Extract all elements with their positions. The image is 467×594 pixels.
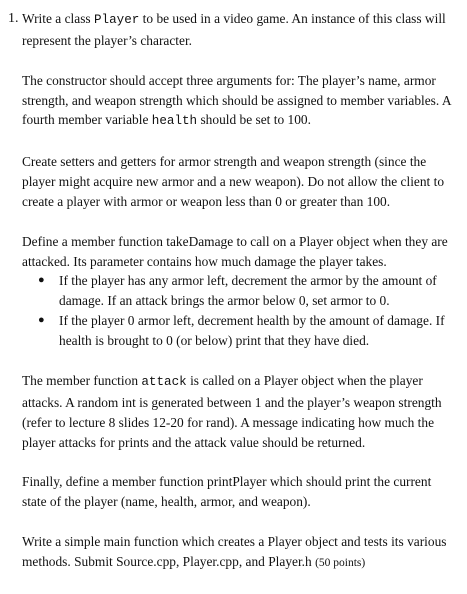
print-paragraph: Finally, define a member function printPlayer which should print the current state of the player (name, health, armor, and weapon). [22,474,432,510]
intro-paragraph [22,9,459,51]
bullet-text: If the player 0 armor left, decrement health by the amount of damage. If health is brought to 0 (or below) print that they have died. [59,313,445,349]
bullet-icon: ● [38,274,45,287]
attack-code: attack [141,374,187,389]
intro-text-2: to be used in a video game. An instance of this class will represent the player’s character. [22,11,446,48]
damage-intro: Define a member function takeDamage to call on a Player object when they are attacked. Its parameter contains how much damage the player takes. [22,233,448,269]
setters-paragraph: Create setters and getters for armor strength and weapon strength (since the player might acquire new armor and a new weapon). Do not allow the client to create a player with armor or weapon less than 0 or greater than 100. [22,154,445,209]
question-number: 1. [8,11,19,26]
bullet-icon: ● [38,314,45,327]
damage-bullet-list [22,271,459,351]
points-label: (50 points) [315,556,366,569]
constructor-paragraph [22,71,459,133]
main-text: Write a simple main function which creates a Player object and tests its various methods. Submit Source.cpp, Player.cpp, and Player.h [22,533,447,569]
intro-text-1: Write a class [22,11,94,26]
health-code: health [151,114,198,129]
constructor-text-1: The constructor should accept three arguments for: The player’s name, armor strength, and weapon strength which should be assigned to member variables. A fourth member variable [22,72,451,128]
list-item [22,271,459,311]
bullet-text: If the player has any armor left, decrement the armor by the amount of damage. If an attack brings the armor below 0, set armor to 0. [59,273,437,309]
damage-section [22,232,459,351]
list-item [22,311,459,351]
class-name-code: Player [93,13,140,27]
question-body [22,9,459,594]
attack-paragraph [22,371,459,453]
attack-text-2: is called on a Player object when the player attacks. A random int is generated between 1 and the player’s weapon strength (refer to lecture 8 slides 12-20 for rand). A message indicating how much the player attacks for prints and the attack value should be returned. [22,372,442,450]
constructor-text-2: should be set to 100. [197,112,311,128]
attack-text-1: The member function [22,372,142,388]
main-paragraph [22,532,459,574]
